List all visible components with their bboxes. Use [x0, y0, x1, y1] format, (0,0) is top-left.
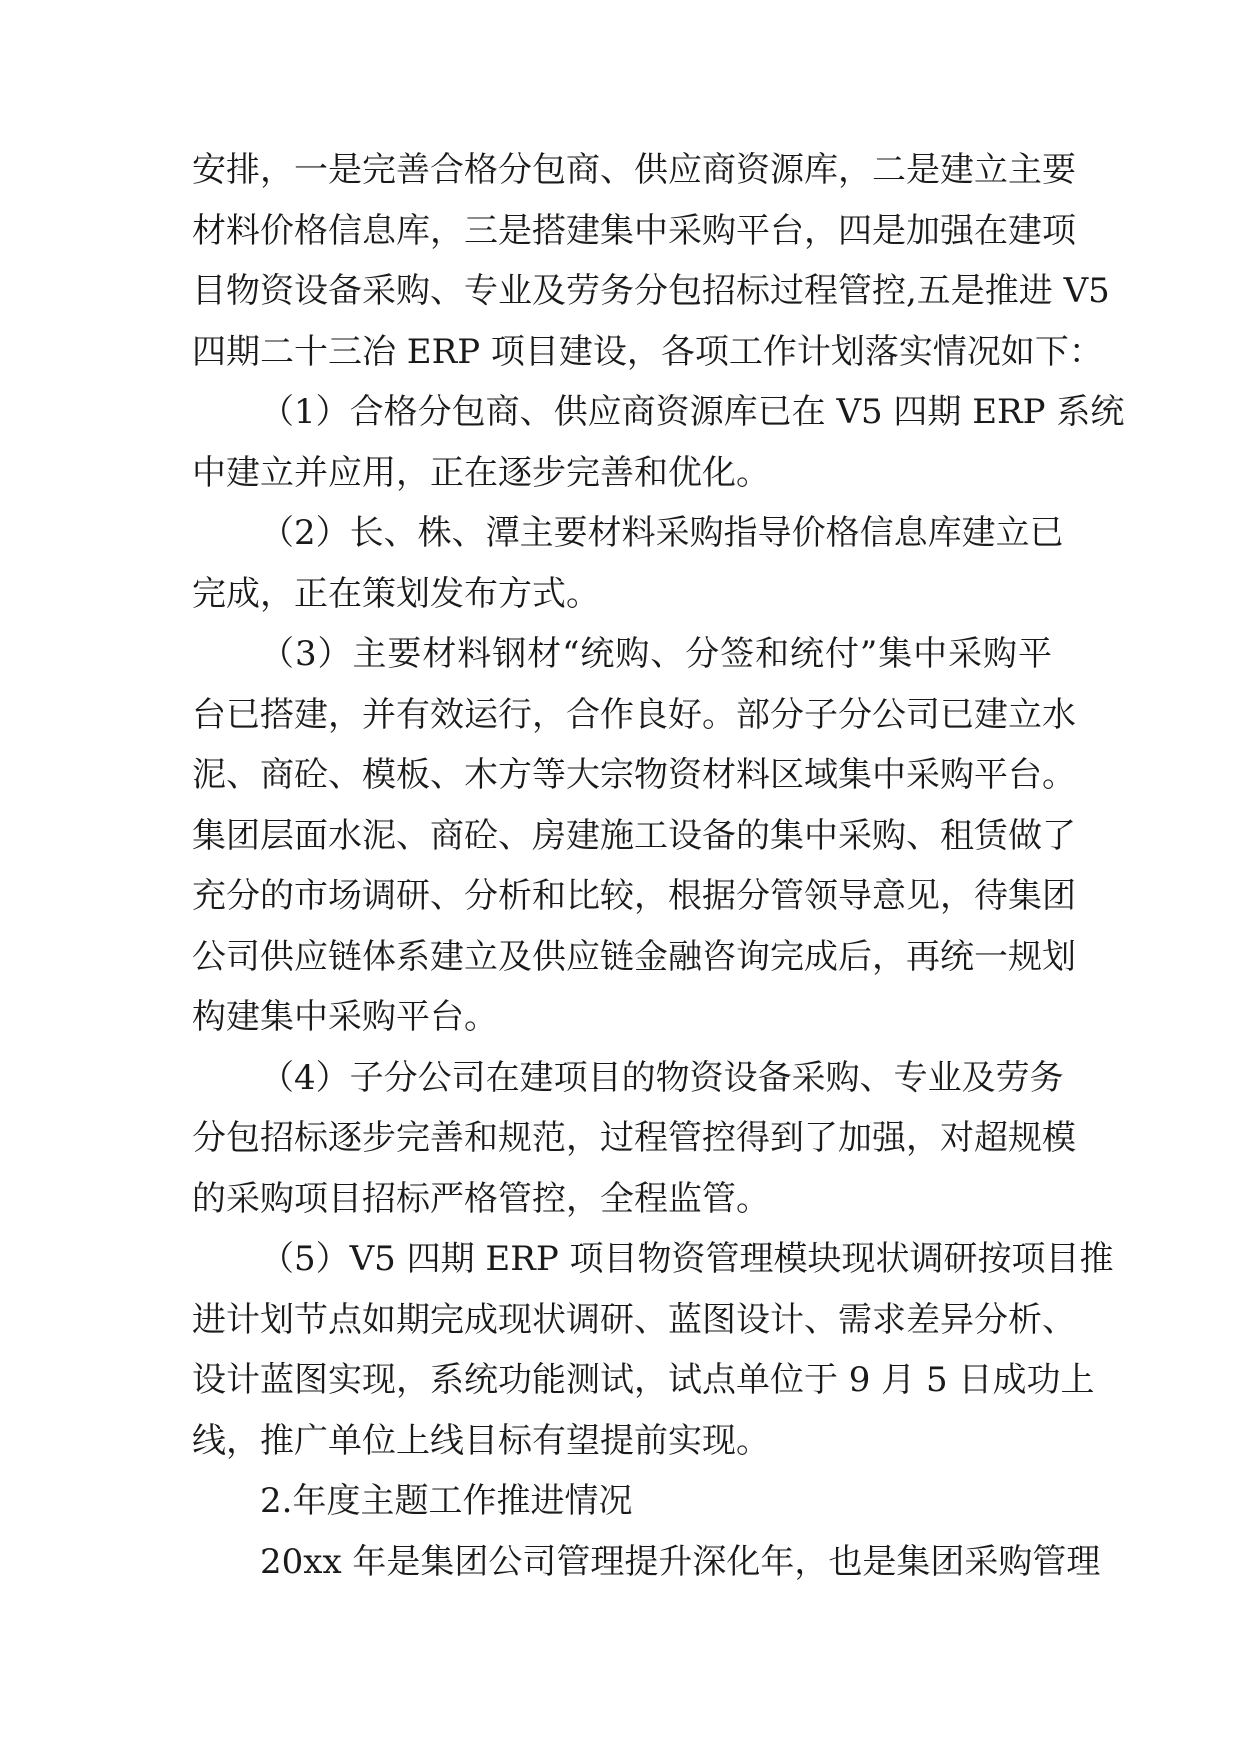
paragraph-item-4 — [192, 1048, 1076, 1230]
text-line: 泥、商砼、模板、木方等大宗物资材料区域集中采购平台。 — [192, 755, 1076, 795]
paragraph-item-3 — [192, 624, 1076, 1048]
document-page — [192, 140, 1125, 1592]
text-line: 线，推广单位上线目标有望提前实现。 — [192, 1420, 770, 1461]
heading-text: 2.年度主题工作推进情况 — [260, 1481, 633, 1521]
text-line: 集团层面水泥、商砼、房建施工设备的集中采购、租赁做了 — [192, 815, 1076, 856]
text-line: （1）合格分包商、供应商资源库已在 V5 四期 ERP 系统 — [260, 392, 1125, 432]
text-line: 充分的市场调研、分析和比较，根据分管领导意见，待集团 — [192, 876, 1076, 916]
text-line: 台已搭建，并有效运行，合作良好。部分子分公司已建立水 — [192, 694, 1076, 735]
text-line: 目物资设备采购、专业及劳务分包招标过程管控,五是推进 V5 — [192, 271, 1110, 311]
text-line: （3）主要材料钢材“统购、分签和统付”集中采购平 — [260, 634, 1052, 674]
text-line: 材料价格信息库，三是搭建集中采购平台，四是加强在建项 — [192, 210, 1076, 251]
text-line: 20xx 年是集团公司管理提升深化年，也是集团采购管理 — [260, 1541, 1101, 1582]
text-line: 分包招标逐步完善和规范，过程管控得到了加强，对超规模 — [192, 1118, 1076, 1158]
text-line: 完成，正在策划发布方式。 — [192, 573, 600, 614]
text-line: 进计划节点如期完成现状调研、蓝图设计、需求差异分析、 — [192, 1299, 1076, 1340]
paragraph-intro — [192, 140, 1110, 382]
text-line: 公司供应链体系建立及供应链金融咨询完成后，再统一规划 — [192, 936, 1076, 977]
paragraph-item-1 — [192, 382, 1125, 503]
text-line: 四期二十三冶 ERP 项目建设，各项工作计划落实情况如下： — [192, 331, 1103, 372]
paragraph-item-2 — [192, 503, 1064, 624]
paragraph-closing — [192, 1532, 1101, 1593]
section-heading — [192, 1471, 1052, 1532]
text-line: （5）V5 四期 ERP 项目物资管理模块现状调研按项目推 — [260, 1239, 1114, 1279]
text-line: 构建集中采购平台。 — [192, 997, 498, 1037]
text-line: 中建立并应用，正在逐步完善和优化。 — [192, 452, 770, 493]
text-line: （2）长、株、潭主要材料采购指导价格信息库建立已 — [260, 513, 1064, 553]
paragraph-item-5 — [192, 1229, 1114, 1471]
text-line: 设计蓝图实现，系统功能测试，试点单位于 9 月 5 日成功上 — [192, 1360, 1095, 1400]
text-line: （4）子分公司在建项目的物资设备采购、专业及劳务 — [260, 1057, 1064, 1098]
text-line: 安排，一是完善合格分包商、供应商资源库，二是建立主要 — [192, 150, 1076, 190]
text-line: 的采购项目招标严格管控，全程监管。 — [192, 1178, 770, 1219]
